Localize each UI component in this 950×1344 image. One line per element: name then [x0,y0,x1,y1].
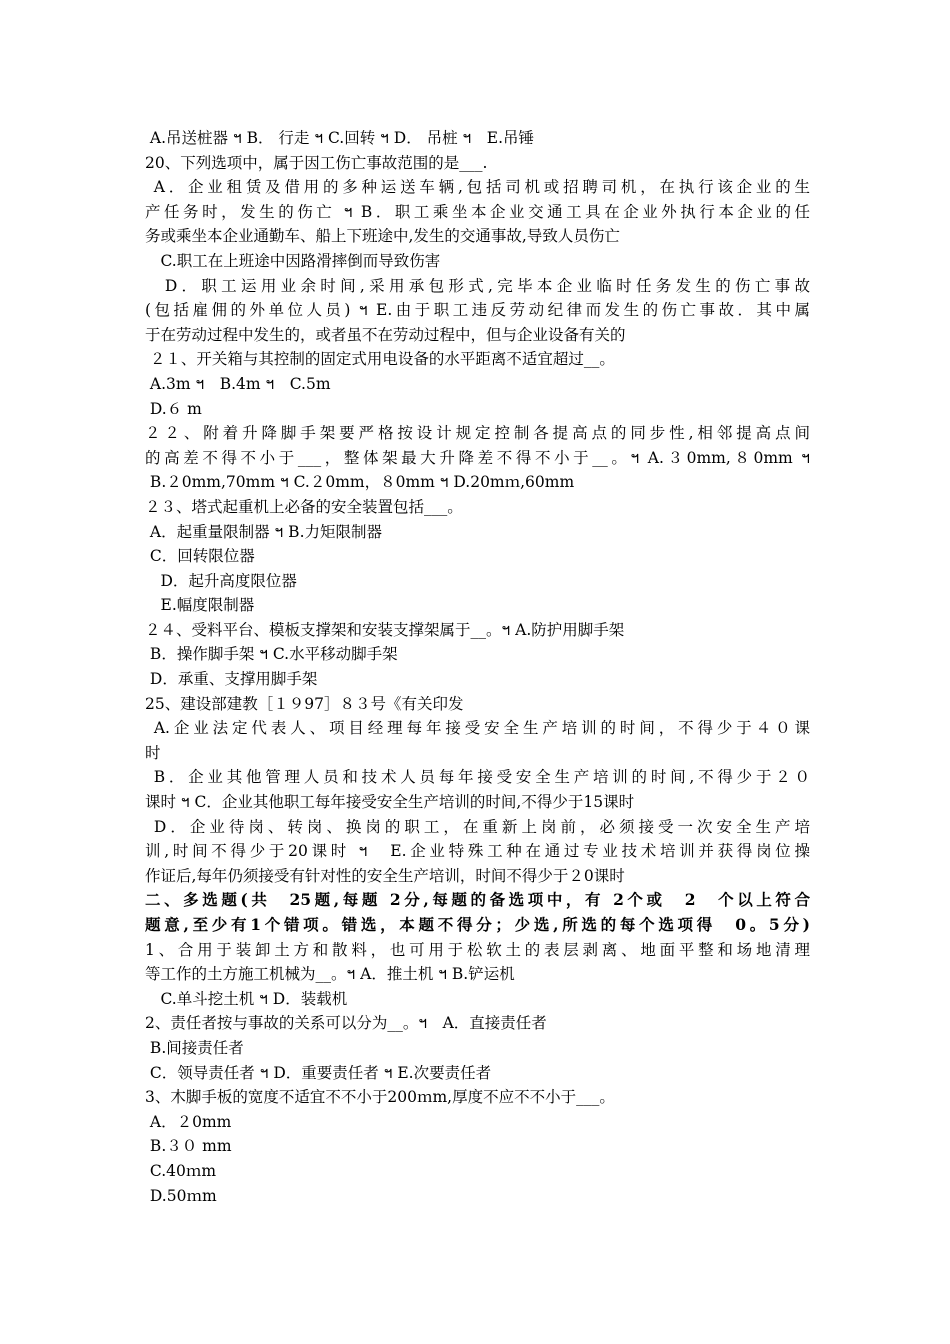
text-line: C.单斗挖土机 ฯ D．装载机 [145,989,348,1008]
text-line: ２４、受料平台、模板支撑架和安装支撑架属于__。ฯ A.防护用脚手架 [145,620,625,639]
text-line: 1、合用于装卸土方和散料，也可用于松软土的表层剥离、地面平整和场地清理 [145,940,810,959]
text-line: C．领导责任者 ฯ D．重要责任者 ฯ E.次要责任者 [145,1063,492,1082]
text-line: D．起升高度限位器 [145,571,297,590]
text-line: E.幅度限制器 [145,596,255,615]
text-line: 务或乘坐本企业通勤车、船上下班途中,发生的交通事故,导致人员伤亡 [145,227,620,246]
text-line: A．起重量限制器 ฯ B.力矩限制器 [145,522,382,541]
text-line: D．承重、支撑用脚手架 [145,670,318,689]
text-line: 的高差不得不小于___，整体架最大升降差不得不小于__。ฯ A.３0mm,８0mm ฯ [145,448,810,467]
text-line: 时 [145,743,161,762]
text-line: 2、责任者按与事故的关系可以分为__。ฯ A．直接责任者 [145,1014,547,1033]
text-line: 20、下列选项中，属于因工伤亡事故范围的是___. [145,153,488,172]
text-line: (包括雇佣的外单位人员) ฯ E.由于职工违反劳动纪律而发生的伤亡事故．其中属 [145,301,810,320]
text-line: 等工作的土方施工机械为__。ฯ A．推土机 ฯ B.铲运机 [145,965,515,984]
text-line: ２２、附着升降脚手架要严格按设计规定控制各提高点的同步性,相邻提高点间 [145,424,810,443]
text-line: 训,时间不得少于20课时 ฯ E.企业特殊工种在通过专业技术培训并获得岗位操 [145,842,810,861]
text-line: C.40ｍm [145,1161,217,1180]
document-body [145,126,810,1208]
text-line: ２３、塔式起重机上必备的安全装置包括___。 [145,497,463,516]
text-line: 二、多选题(共 25题,每题 2分,每题的备选项中，有 2个或 2 个以上符合 [145,890,810,910]
text-line: C.职工在上班途中因路滑摔倒而导致伤害 [145,251,441,270]
text-line: B.２0mm,70mm ฯ C.２0mm，８0mm ฯ D.20mｍ,60mm [145,473,575,492]
text-line: 课时 ฯ C．企业其他职工每年接受安全生产培训的时间,不得少于15课时 [145,793,635,812]
text-line: 25、建设部建教［１９97］８３号《有关印发 [145,694,464,713]
text-line: A.企业法定代表人、项目经理每年接受安全生产培训的时间，不得少于４０课 [145,719,810,738]
text-line: D.６ m [145,399,202,418]
text-line: D.50ｍm [145,1186,217,1205]
text-line: A．企业租赁及借用的多种运送车辆,包括司机或招聘司机，在执行该企业的生 [145,178,810,197]
text-line: D．企业待岗、转岗、换岗的职工，在重新上岗前，必须接受一次安全生产培 [145,817,810,836]
text-line: 3、木脚手板的宽度不适宜不不小于200ｍm,厚度不应不不小于___。 [145,1088,615,1107]
text-line: C．回转限位器 [145,547,255,566]
text-line: B.３０ mm [145,1137,232,1156]
text-line: B．操作脚手架 ฯ C.水平移动脚手架 [145,645,398,664]
text-line: A．２0mm [145,1112,232,1131]
text-line: A.吊送桩器 ฯ B． 行走 ฯ C.回转 ฯ D． 吊桩 ฯ E.吊锤 [145,129,534,147]
text-line: 于在劳动过程中发生的，或者虽不在劳动过程中，但与企业设备有关的 [145,325,626,344]
text-line: 作证后,每年仍须接受有针对性的安全生产培训，时间不得少于２0课时 [145,866,625,885]
text-line: B．企业其他管理人员和技术人员每年接受安全生产培训的时间,不得少于２０ [145,768,810,787]
text-line: A.3m ฯ B.4m ฯ C.5m [145,374,331,393]
text-line: D．职工运用业余时间,采用承包形式,完毕本企业临时任务发生的伤亡事故 [145,276,810,295]
text-line: 产任务时，发生的伤亡 ฯ B．职工乘坐本企业交通工具在企业外执行本企业的任 [145,202,810,221]
text-line: ２１、开关箱与其控制的固定式用电设备的水平距离不适宜超过__。 [145,350,615,369]
text-line: 题意,至少有1个错项。错选，本题不得分；少选,所选的每个选项得 0。5分) [145,915,810,934]
text-line: B.间接责任者 [145,1038,244,1057]
